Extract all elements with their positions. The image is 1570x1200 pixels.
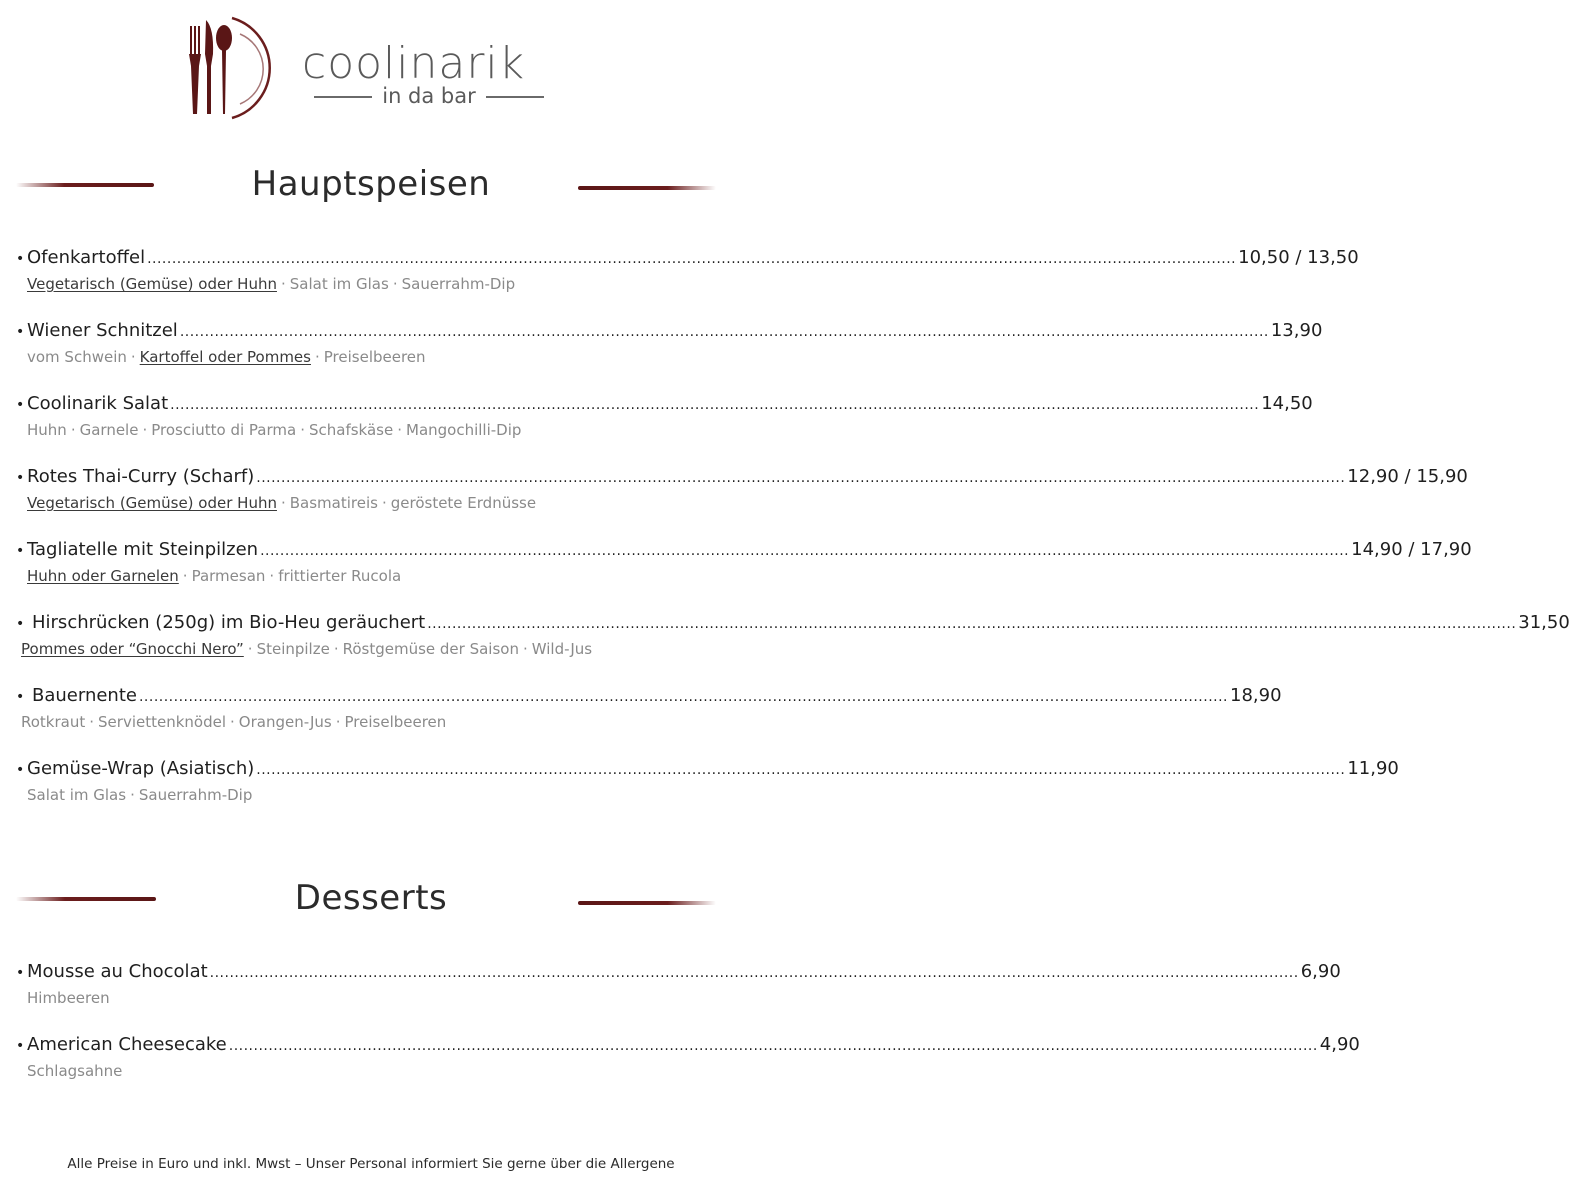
- bullet-icon: •: [16, 689, 25, 705]
- menu-item: [16, 961, 1341, 1008]
- separator-dot: ·: [142, 421, 148, 439]
- separator-dot: ·: [269, 567, 275, 585]
- menu-item-description: [16, 493, 710, 513]
- menu-item-component: Mangochilli-Dip: [406, 421, 522, 439]
- menu-item-name: American Cheesecake: [27, 1034, 227, 1055]
- menu-item-price: 14,50: [1261, 393, 1313, 414]
- tagline-rule-left: [314, 96, 372, 98]
- menu-item-line: [16, 685, 1282, 708]
- menu-item-component: Serviettenknödel: [98, 713, 227, 731]
- menu-item-component: Steinpilze: [256, 640, 330, 658]
- footer-note: Alle Preise in Euro und inkl. Mwst – Unser Personal informiert Sie gerne über die Allergene: [67, 1156, 675, 1172]
- separator-dot: ·: [230, 713, 235, 731]
- menu-item-component: Garnele: [79, 421, 139, 439]
- menu-item-description: [16, 1061, 710, 1081]
- leader-dots: ............................................................................................................................................................................................................................: [179, 324, 1269, 340]
- separator-dot: ·: [130, 786, 135, 804]
- menu-item-line: [16, 393, 1313, 416]
- menu-item-line: [16, 539, 1472, 562]
- menu-item-name: Rotes Thai-Curry (Scharf): [27, 466, 255, 487]
- menu-item-component: vom Schwein: [27, 348, 127, 366]
- bullet-icon: •: [16, 762, 25, 778]
- separator-dot: ·: [247, 640, 253, 658]
- menu-item-description: [16, 420, 710, 440]
- bullet-icon: •: [16, 470, 25, 486]
- bullet-icon: •: [16, 616, 25, 632]
- menu-item-component: Sauerrahm-Dip: [401, 275, 516, 293]
- brand-tagline: [304, 84, 554, 108]
- tagline-text: in da bar: [382, 84, 476, 108]
- menu-item-component: Huhn: [27, 421, 67, 439]
- menu-item-component: Rotkraut: [21, 713, 86, 731]
- menu-item-description: [16, 347, 710, 367]
- menu-item-price: 18,90: [1230, 685, 1282, 706]
- leader-dots: ............................................................................................................................................................................................................................: [170, 397, 1260, 413]
- menu-item-line: [16, 247, 1359, 270]
- menu-item-price: 12,90 / 15,90: [1347, 466, 1468, 487]
- section-title-desserts: Desserts: [294, 878, 448, 918]
- menu-item-price: 14,90 / 17,90: [1351, 539, 1472, 560]
- menu-item-component: Salat im Glas: [27, 786, 127, 804]
- menu-item-component: Preiselbeeren: [344, 713, 447, 731]
- separator-dot: ·: [70, 421, 76, 439]
- menu-item: [16, 320, 1323, 367]
- menu-item-price: 13,90: [1270, 320, 1323, 341]
- menu-item-name: Ofenkartoffel: [27, 247, 146, 268]
- menu-item-name: Mousse au Chocolat: [27, 961, 208, 982]
- menu-item-line: [16, 466, 1468, 489]
- separator-dot: ·: [300, 421, 305, 439]
- menu-item-component: Wild-Jus: [531, 640, 593, 658]
- menu-item-description: [16, 712, 710, 732]
- menu-item-option: Kartoffel oder Pommes: [139, 348, 311, 366]
- menu-item: [16, 758, 1399, 805]
- menu-item: [16, 1034, 1360, 1081]
- menu-item-component: Parmesan: [191, 567, 266, 585]
- menu-item-line: [16, 320, 1323, 343]
- logo: [184, 14, 564, 124]
- cutlery-plate-icon: [184, 14, 294, 124]
- menu-item: [16, 247, 1359, 294]
- menu-item-component: Schlagsahne: [27, 1062, 123, 1080]
- menu-item-description: [16, 639, 710, 659]
- menu-item-price: 4,90: [1319, 1034, 1360, 1055]
- separator-dot: ·: [381, 494, 387, 512]
- leader-dots: ............................................................................................................................................................................................................................: [256, 762, 1346, 778]
- separator-dot: ·: [335, 713, 341, 731]
- tagline-rule-right: [486, 96, 544, 98]
- menu-item-name: Hirschrücken (250g) im Bio-Heu geräuchert: [32, 612, 426, 633]
- bullet-icon: •: [16, 543, 25, 559]
- menu-item-name: Bauernente: [32, 685, 137, 706]
- menu-item-name: Coolinarik Salat: [27, 393, 169, 414]
- menu-item-component: Orangen-Jus: [238, 713, 332, 731]
- menu-item-description: [16, 566, 710, 586]
- separator-dot: ·: [182, 567, 188, 585]
- section-decor-right: [578, 901, 716, 905]
- menu-item: [16, 539, 1472, 586]
- leader-dots: ............................................................................................................................................................................................................................: [209, 965, 1299, 981]
- menu-item-line: [16, 758, 1399, 781]
- menu-item-name: Tagliatelle mit Steinpilzen: [27, 539, 259, 560]
- menu-item: [16, 685, 1282, 732]
- menu-item-name: Wiener Schnitzel: [27, 320, 178, 341]
- menu-item: [16, 612, 1570, 659]
- menu-item-component: Preiselbeeren: [323, 348, 426, 366]
- menu-item: [16, 393, 1313, 440]
- menu-item-price: 11,90: [1347, 758, 1399, 779]
- leader-dots: ............................................................................................................................................................................................................................: [147, 251, 1237, 267]
- menu-item-component: Röstgemüse der Saison: [342, 640, 519, 658]
- leader-dots: ............................................................................................................................................................................................................................: [427, 616, 1517, 632]
- separator-dot: ·: [333, 640, 339, 658]
- bullet-icon: •: [16, 324, 25, 340]
- menu-item-component: Prosciutto di Parma: [151, 421, 297, 439]
- separator-dot: ·: [89, 713, 95, 731]
- menu-item-component: Schafskäse: [308, 421, 394, 439]
- menu-item-component: Basmatireis: [289, 494, 378, 512]
- menu-item-component: Salat im Glas: [289, 275, 389, 293]
- menu-item: [16, 466, 1468, 513]
- menu-item-price: 31,50: [1518, 612, 1570, 633]
- menu-item-price: 10,50 / 13,50: [1238, 247, 1359, 268]
- leader-dots: ............................................................................................................................................................................................................................: [228, 1038, 1318, 1054]
- menu-item-component: Himbeeren: [27, 989, 110, 1007]
- section-decor-right: [578, 186, 716, 190]
- separator-dot: ·: [397, 421, 402, 439]
- bullet-icon: •: [16, 251, 25, 267]
- menu-item-option: Huhn oder Garnelen: [27, 567, 179, 585]
- separator-dot: ·: [280, 275, 286, 293]
- brand-name: coolinarik: [302, 38, 526, 89]
- menu-item-description: [16, 274, 710, 294]
- menu-item-option: Vegetarisch (Gemüse) oder Huhn: [27, 494, 277, 512]
- leader-dots: ............................................................................................................................................................................................................................: [256, 470, 1346, 486]
- bullet-icon: •: [16, 1038, 25, 1054]
- menu-item-component: frittierter Rucola: [278, 567, 402, 585]
- separator-dot: ·: [280, 494, 286, 512]
- menu-item-option: Vegetarisch (Gemüse) oder Huhn: [27, 275, 277, 293]
- menu-item-option: Pommes oder “Gnocchi Nero”: [21, 640, 244, 658]
- menu-item-description: [16, 988, 710, 1008]
- separator-dot: ·: [392, 275, 398, 293]
- separator-dot: ·: [314, 348, 320, 366]
- menu-item-line: [16, 1034, 1360, 1057]
- menu-item-component: Sauerrahm-Dip: [138, 786, 253, 804]
- section-title-main: Hauptspeisen: [251, 164, 491, 204]
- separator-dot: ·: [522, 640, 528, 658]
- menu-item-price: 6,90: [1300, 961, 1341, 982]
- menu-item-component: geröstete Erdnüsse: [390, 494, 537, 512]
- menu-item-name: Gemüse-Wrap (Asiatisch): [27, 758, 255, 779]
- leader-dots: ............................................................................................................................................................................................................................: [138, 689, 1229, 705]
- bullet-icon: •: [16, 397, 25, 413]
- menu-item-line: [16, 612, 1570, 635]
- separator-dot: ·: [130, 348, 136, 366]
- menu-item-line: [16, 961, 1341, 984]
- menu-item-description: [16, 785, 710, 805]
- leader-dots: ............................................................................................................................................................................................................................: [260, 543, 1350, 559]
- bullet-icon: •: [16, 965, 25, 981]
